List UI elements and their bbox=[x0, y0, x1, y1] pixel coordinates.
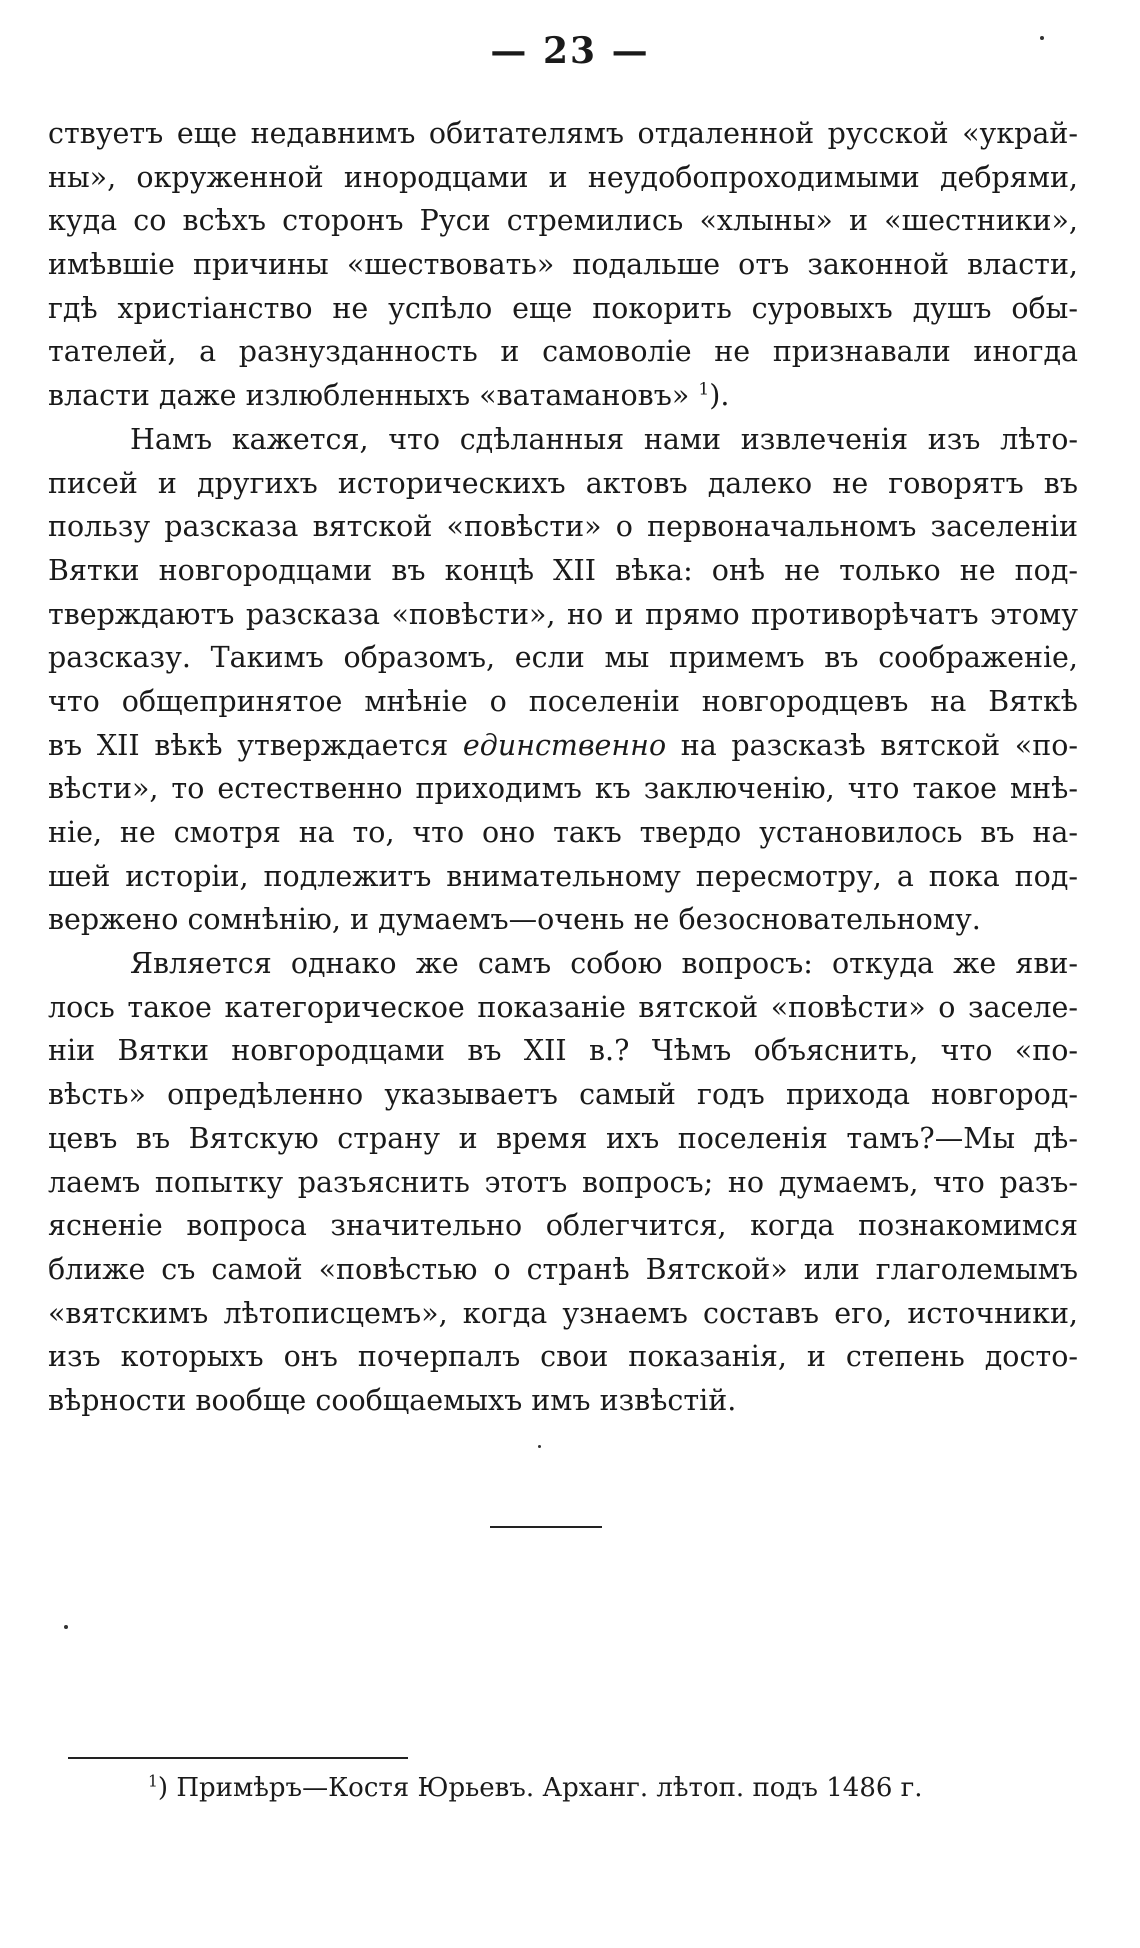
text-line: разсказу. Такимъ образомъ, если мы примемъ въ соображеніе, bbox=[48, 641, 1078, 675]
footnote-text: ) Примѣръ—Костя Юрьевъ. Арханг. лѣтоп. подъ 1486 г. bbox=[157, 1773, 923, 1803]
text-line: вѣсть» опредѣленно указываетъ самый годъ прихода новгород- bbox=[48, 1078, 1078, 1112]
text-line: «вятскимъ лѣтописцемъ», когда узнаемъ составъ его, источники, bbox=[48, 1296, 1078, 1330]
text-line: цевъ въ Вятскую страну и время ихъ поселенія тамъ?—Мы дѣ- bbox=[48, 1121, 1078, 1155]
text-line: лаемъ попытку разъяснить этотъ вопросъ; но думаемъ, что разъ- bbox=[48, 1165, 1078, 1199]
footnote-marker: 1 bbox=[148, 1772, 158, 1791]
text-fragment: ). bbox=[709, 379, 730, 413]
paragraph-3 bbox=[48, 942, 1078, 1423]
text-line: тверждаютъ разсказа «повѣсти», но и прямо противорѣчатъ этому bbox=[48, 597, 1078, 631]
paragraph-2 bbox=[48, 418, 1078, 942]
text-line: вержено сомнѣнію, и думаемъ—очень не безосновательному. bbox=[48, 903, 981, 937]
text-line bbox=[48, 724, 1078, 768]
text-line: вѣрности вообще сообщаемыхъ имъ извѣстій. bbox=[48, 1383, 737, 1417]
footnote-reference: 1 bbox=[698, 379, 710, 400]
text-line: ніе, не смотря на то, что оно такъ твердо установилось въ на- bbox=[48, 816, 1078, 849]
text-fragment: въ XII вѣкѣ утверждается bbox=[48, 728, 463, 762]
ink-speck bbox=[1040, 36, 1044, 40]
text-line: ніи Вятки новгородцами въ XII в.? Чѣмъ объяснить, что «по- bbox=[48, 1034, 1078, 1068]
text-line: ближе съ самой «повѣстью о странѣ Вятской» или глаголемымъ bbox=[48, 1252, 1078, 1286]
text-line: Вятки новгородцами въ концѣ XII вѣка: онѣ не только не под- bbox=[48, 553, 1078, 587]
text-line: вѣсти», то естественно приходимъ къ заключенію, что такое мнѣ- bbox=[48, 772, 1078, 806]
paragraph-1 bbox=[48, 112, 1078, 418]
text-line: Является однако же самъ собою вопросъ: откуда же яви- bbox=[130, 947, 1078, 981]
text-line: ствуетъ еще недавнимъ обитателямъ отдаленной русской «украй- bbox=[48, 117, 1078, 150]
text-line: изъ которыхъ онъ почерпалъ свои показанія, и степень досто- bbox=[48, 1340, 1078, 1374]
ink-speck bbox=[538, 1445, 541, 1448]
text-line: лось такое категорическое показаніе вятской «повѣсти» о заселе- bbox=[48, 990, 1078, 1024]
text-line: ны», окруженной инородцами и неудобопроходимыми дебрями, bbox=[48, 160, 1078, 194]
emphasized-word: единственно bbox=[462, 728, 667, 762]
text-line: писей и другихъ историческихъ актовъ далеко не говорятъ въ bbox=[48, 466, 1078, 500]
text-fragment: на разсказѣ вятской «по- bbox=[666, 728, 1078, 762]
text-line: что общепринятое мнѣніе о поселеніи новгородцевъ на Вяткѣ bbox=[48, 684, 1078, 718]
text-line: шей исторіи, подлежитъ внимательному пересмотру, а пока под- bbox=[48, 859, 1078, 893]
ink-speck bbox=[64, 1625, 68, 1629]
text-line: куда со всѣхъ сторонъ Руси стремились «хлыны» и «шестники», bbox=[48, 204, 1078, 238]
text-line: ясненіе вопроса значительно облегчится, когда познакомимся bbox=[48, 1209, 1078, 1243]
section-divider bbox=[490, 1526, 602, 1528]
page-number: — 23 — bbox=[490, 30, 650, 72]
text-line: Намъ кажется, что сдѣланныя нами извлеченія изъ лѣто- bbox=[130, 422, 1078, 456]
text-line: имѣвшіе причины «шествовать» подальше отъ законной власти, bbox=[48, 248, 1078, 282]
text-fragment: власти даже излюбленныхъ «ватамановъ» bbox=[48, 379, 690, 413]
footnote-divider bbox=[68, 1757, 408, 1759]
footnote bbox=[148, 1770, 923, 1806]
text-line: тателей, а разнузданность и самоволіе не признавали иногда bbox=[48, 335, 1078, 369]
text-line: гдѣ христіанство не успѣло еще покорить суровыхъ душъ обы- bbox=[48, 291, 1078, 325]
text-line: пользу разсказа вятской «повѣсти» о первоначальномъ заселеніи bbox=[48, 510, 1078, 544]
text-line bbox=[48, 374, 1078, 418]
body-text bbox=[48, 112, 1078, 1423]
